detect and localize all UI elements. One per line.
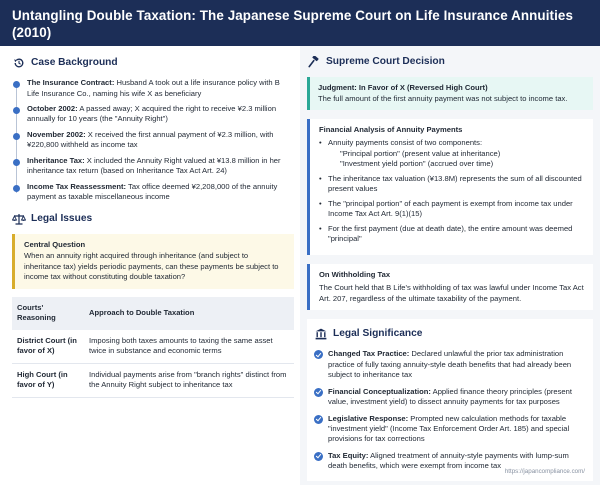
- legal-issues-heading: [12, 212, 294, 226]
- timeline-label: Income Tax Reassessment:: [27, 181, 127, 191]
- landmark-icon: [314, 328, 328, 340]
- judgment-title: Judgment: In Favor of X (Reversed High Court): [318, 83, 488, 93]
- history-icon: [12, 57, 26, 69]
- table-row: [12, 363, 294, 397]
- check-circle-icon: [314, 415, 323, 424]
- timeline-text: Tax office deemed ¥2,208,000 of the annuity payment as taxable miscellaneous income: [27, 181, 278, 202]
- significance-item: [314, 387, 585, 408]
- court-cell: District Court (in favor of X): [12, 330, 84, 363]
- court-cell: High Court (in favor of Y): [12, 363, 84, 397]
- timeline-item: [27, 130, 294, 151]
- timeline-item: [27, 156, 294, 177]
- timeline-dot: [13, 81, 20, 88]
- legal-significance-title: Legal Significance: [333, 328, 423, 340]
- withholding-card: [307, 264, 593, 310]
- approach-cell: Individual payments arise from "branch rights" distinct from the Annuity Right subject to inheritance tax: [84, 363, 294, 397]
- timeline-label: The Insurance Contract:: [27, 78, 115, 88]
- timeline-label: October 2002:: [27, 104, 78, 114]
- central-question-title: Central Question: [24, 239, 86, 249]
- list-item: [319, 138, 585, 169]
- approach-cell: Imposing both taxes amounts to taxing the same asset twice in substance and economic terms: [84, 330, 294, 363]
- significance-text: Aligned treatment of annuity-style payments with lump-sum death benefits, which were exempt from income tax: [328, 450, 569, 471]
- legal-issues-title: Legal Issues: [31, 212, 93, 224]
- list-item: • The inheritance tax valuation (¥13.8M) represents the sum of all discounted present values: [319, 174, 585, 195]
- check-circle-icon: [314, 452, 323, 461]
- case-background-heading: [12, 56, 294, 70]
- list-item: • For the first payment (due at death date), the entire amount was deemed "principal": [319, 224, 585, 245]
- timeline-dot: [13, 159, 20, 166]
- withholding-text: The Court held that B Life's withholding of tax was lawful under Income Tax Act Art. 207, regardless of the ultimate taxability of the payment.: [319, 283, 584, 303]
- scales-icon: [12, 213, 26, 225]
- column-header: Courts' Reasoning: [12, 297, 84, 330]
- significance-item: [314, 414, 585, 445]
- timeline-item: [27, 182, 294, 203]
- left-column: [0, 46, 300, 485]
- table-header-row: [12, 297, 294, 330]
- page-title: Untangling Double Taxation: The Japanese Supreme Court on Life Insurance Annuities (2010): [12, 8, 574, 40]
- analysis-intro: Annuity payments consist of two components:: [328, 138, 483, 148]
- judgment-box: [307, 77, 593, 110]
- timeline-dot: [13, 107, 20, 114]
- significance-item: [314, 349, 585, 380]
- timeline-item: [27, 78, 294, 99]
- background-timeline: [12, 78, 294, 203]
- significance-text: Prompted new calculation methods for taxable "investment yield" (Income Tax Enforcement Order Art. 185) and special provisions for tax corrections: [328, 413, 570, 444]
- footer-url[interactable]: https://japancompliance.com/: [504, 467, 585, 475]
- timeline-text: X received the first annual payment of ¥2.3 million, with ¥220,800 withheld as income tax: [27, 129, 274, 150]
- investment-yield-line: "Investment yield portion" (accrued over time): [340, 159, 494, 169]
- significance-label: Financial Conceptualization:: [328, 386, 431, 396]
- timeline-text: Husband A took out a life insurance policy with B Life Insurance Co., naming his wife X as beneficiary: [27, 78, 280, 98]
- withholding-title: On Withholding Tax: [319, 269, 391, 279]
- check-circle-icon: [314, 388, 323, 397]
- right-column: [300, 46, 600, 485]
- supreme-court-decision-title: Supreme Court Decision: [326, 56, 445, 67]
- case-background-title: Case Background: [31, 57, 118, 68]
- timeline-dot: [13, 133, 20, 140]
- central-question-text: When an annuity right acquired through inheritance (and subject to inheritance tax) yields periodic payments, can these payments be subject to income tax without constituting double taxation?: [24, 251, 279, 282]
- timeline-dot: [13, 185, 20, 192]
- legal-significance-section: [307, 319, 593, 481]
- table-row: [12, 330, 294, 363]
- timeline-item: [27, 104, 294, 125]
- financial-analysis-title: Financial Analysis of Annuity Payments: [319, 125, 463, 135]
- column-header: Approach to Double Taxation: [84, 297, 294, 330]
- timeline-label: November 2002:: [27, 129, 86, 139]
- significance-text: Applied finance theory principles (present value, investment yield) to dissect annuity payments for tax purposes: [328, 386, 572, 407]
- financial-analysis-card: [307, 119, 593, 255]
- legal-significance-heading: [314, 327, 585, 341]
- significance-label: Legislative Response:: [328, 413, 409, 423]
- gavel-icon: [307, 56, 321, 68]
- check-circle-icon: [314, 350, 323, 359]
- timeline-label: Inheritance Tax:: [27, 155, 85, 165]
- list-item: • The "principal portion" of each payment is exempt from income tax under Income Tax Act Art. 9(1)(15): [319, 199, 585, 220]
- significance-label: Changed Tax Practice:: [328, 349, 410, 359]
- page-header: [0, 0, 600, 46]
- judgment-text: The full amount of the first annuity payment was not subject to income tax.: [318, 93, 568, 103]
- timeline-text: A passed away; X acquired the right to receive ¥2.3 million annually for 10 years (the "Annuity Right"): [27, 104, 277, 124]
- significance-text: Declared unlawful the prior tax administration practice of fully taxing annuity-style death benefits that had already been subject to inheritance tax: [328, 349, 572, 380]
- principal-portion-line: "Principal portion" (present value at inheritance): [340, 148, 501, 158]
- supreme-court-decision-heading: [307, 55, 593, 69]
- significance-label: Tax Equity:: [328, 450, 369, 460]
- analysis-list: [319, 138, 585, 244]
- central-question-box: [12, 234, 294, 289]
- reasoning-table: [12, 297, 294, 398]
- timeline-text: X included the Annuity Right valued at ¥13.8 million in her inheritance tax return (based on Inheritance Tax Act Art. 24): [27, 155, 281, 176]
